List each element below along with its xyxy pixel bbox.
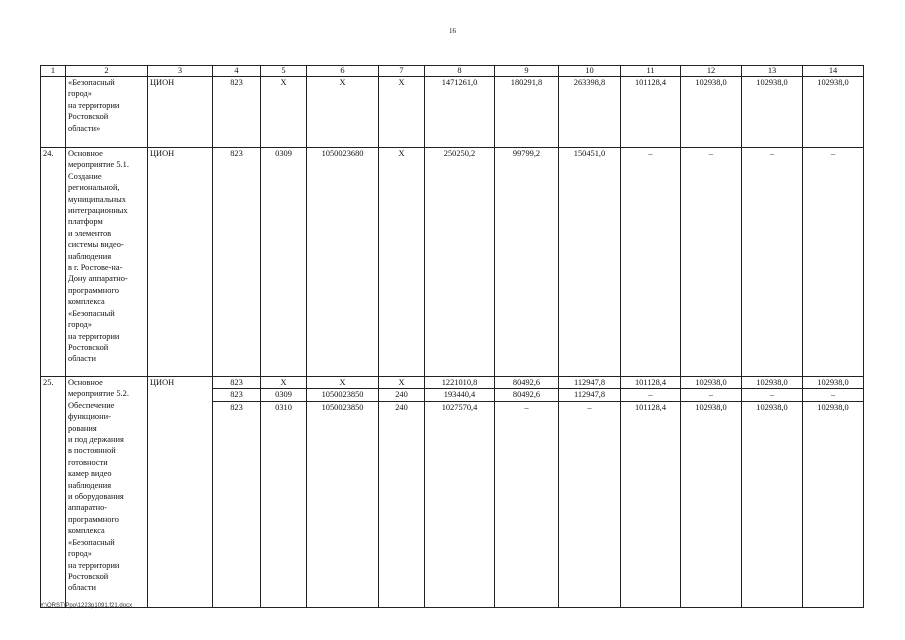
value-cell: 101128,4 (621, 77, 681, 148)
file-path-footer: Y:\ORST\Ppo\1223p1091.f21.docx (40, 603, 133, 609)
value-cell: 101128,4 (621, 377, 681, 389)
value-cell: – (495, 401, 559, 607)
value-cell: 0309 (261, 389, 307, 401)
value-cell: 240 (379, 389, 425, 401)
column-header: 4 (213, 66, 261, 77)
column-header: 9 (495, 66, 559, 77)
value-cell: 1050023680 (307, 148, 379, 377)
event-name-cell: «Безопасный город» на территории Ростовской области» (66, 77, 148, 148)
value-cell: 0310 (261, 401, 307, 607)
value-cell: – (621, 389, 681, 401)
value-cell: X (379, 377, 425, 389)
value-cell: 112947,8 (559, 389, 621, 401)
table-row (41, 77, 864, 148)
executor-cell: ЦИОН (148, 148, 213, 377)
value-cell: – (803, 389, 864, 401)
value-cell: X (379, 148, 425, 377)
header-row (41, 66, 864, 77)
column-header: 11 (621, 66, 681, 77)
column-header: 13 (742, 66, 803, 77)
value-cell: 263398,8 (559, 77, 621, 148)
table-row (41, 377, 864, 389)
value-cell: X (379, 77, 425, 148)
value-cell: 240 (379, 401, 425, 607)
value-cell: 102938,0 (742, 377, 803, 389)
value-cell: X (307, 377, 379, 389)
value-cell: 823 (213, 377, 261, 389)
value-cell: 1221010,8 (425, 377, 495, 389)
row-number-cell (41, 77, 66, 148)
event-name-cell: Основное мероприятие 5.2. Обеспечение функциони- рования и под держания в постоянной готовности камер видео наблюдения и оборудования аппаратно- программного комплекса «Безопасный город» на территории Ростовской области (66, 377, 148, 608)
value-cell: 102938,0 (681, 401, 742, 607)
value-cell: X (307, 77, 379, 148)
row-number-cell: 25. (41, 377, 66, 608)
value-cell: 102938,0 (803, 77, 864, 148)
value-cell: 823 (213, 389, 261, 401)
value-cell: 193440,4 (425, 389, 495, 401)
value-cell: 102938,0 (742, 401, 803, 607)
column-header: 12 (681, 66, 742, 77)
value-cell: 80492,6 (495, 377, 559, 389)
value-cell: – (559, 401, 621, 607)
budget-table (40, 65, 864, 608)
value-cell: 1050023850 (307, 401, 379, 607)
column-header: 1 (41, 66, 66, 77)
value-cell: 101128,4 (621, 401, 681, 607)
value-cell: 0309 (261, 148, 307, 377)
value-cell: 823 (213, 77, 261, 148)
column-header: 7 (379, 66, 425, 77)
value-cell: 1471261,0 (425, 77, 495, 148)
value-cell: 80492,6 (495, 389, 559, 401)
executor-cell: ЦИОН (148, 377, 213, 608)
value-cell: 102938,0 (803, 377, 864, 389)
event-name-cell: Основное мероприятие 5.1. Создание региональной, муниципальных интеграционных платформ и элементов системы видео- наблюдения в г. Ростове-на- Дону аппаратно- программного комплекса «Безопасный город» на территории Ростовской области (66, 148, 148, 377)
value-cell: – (681, 148, 742, 377)
value-cell: X (261, 77, 307, 148)
value-cell: 102938,0 (681, 377, 742, 389)
page-number: 16 (449, 27, 456, 35)
value-cell: – (742, 389, 803, 401)
column-header: 2 (66, 66, 148, 77)
value-cell: 102938,0 (742, 77, 803, 148)
value-cell: 180291,8 (495, 77, 559, 148)
value-cell: 823 (213, 401, 261, 607)
table-row (41, 148, 864, 377)
value-cell: 150451,0 (559, 148, 621, 377)
value-cell: – (681, 389, 742, 401)
value-cell: – (621, 148, 681, 377)
column-header: 8 (425, 66, 495, 77)
value-cell: – (803, 148, 864, 377)
value-cell: 823 (213, 148, 261, 377)
value-cell: 112947,8 (559, 377, 621, 389)
value-cell: 1027570,4 (425, 401, 495, 607)
column-header: 14 (803, 66, 864, 77)
column-header: 5 (261, 66, 307, 77)
column-header: 3 (148, 66, 213, 77)
column-header: 6 (307, 66, 379, 77)
value-cell: – (742, 148, 803, 377)
row-number-cell: 24. (41, 148, 66, 377)
value-cell: 1050023850 (307, 389, 379, 401)
value-cell: 250250,2 (425, 148, 495, 377)
value-cell: 99799,2 (495, 148, 559, 377)
column-header: 10 (559, 66, 621, 77)
value-cell: 102938,0 (681, 77, 742, 148)
value-cell: X (261, 377, 307, 389)
executor-cell: ЦИОН (148, 77, 213, 148)
value-cell: 102938,0 (803, 401, 864, 607)
